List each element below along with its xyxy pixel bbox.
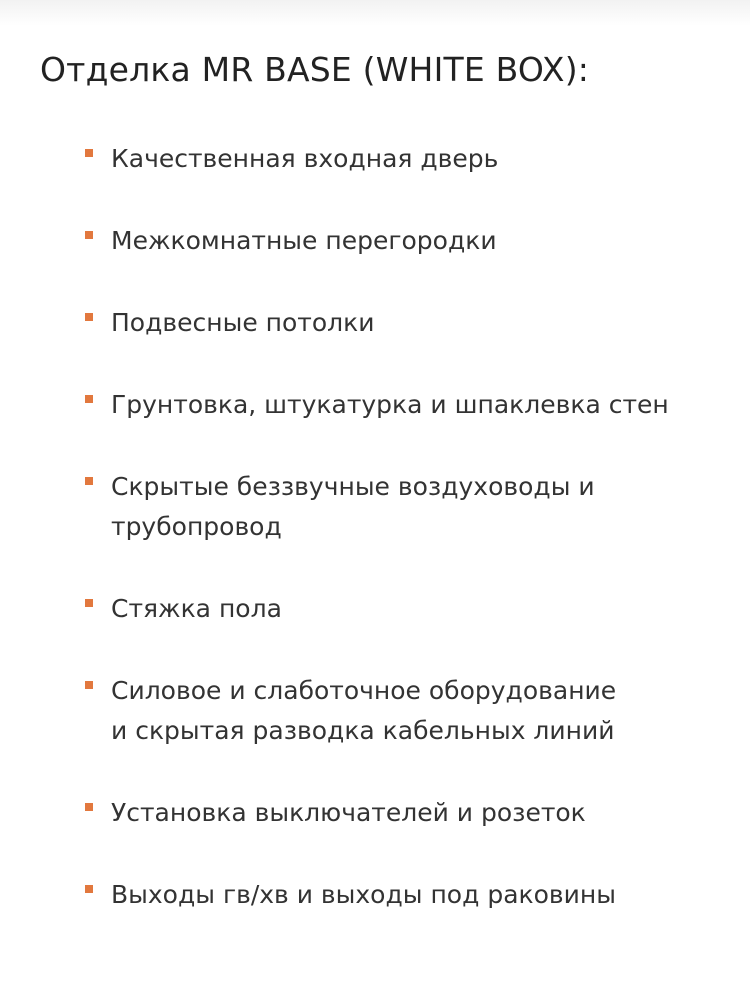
list-item-line: Качественная входная дверь <box>111 144 499 173</box>
list-item <box>84 303 684 343</box>
list-item <box>84 875 684 915</box>
list-item-line: Подвесные потолки <box>111 308 375 337</box>
square-bullet-icon <box>85 231 93 239</box>
list-item <box>84 139 684 179</box>
list-item <box>84 671 684 751</box>
list-item <box>84 793 684 833</box>
list-item-line: Грунтовка, штукатурка и шпаклевка стен <box>111 390 669 419</box>
list-item-line: Силовое и слаботочное оборудование <box>111 676 617 705</box>
list-item <box>84 385 684 425</box>
list-item-line: Скрытые беззвучные воздуховоды и <box>111 472 595 501</box>
list-item <box>84 589 684 629</box>
list-item-line: Выходы гв/хв и выходы под раковины <box>111 880 616 909</box>
square-bullet-icon <box>85 477 93 485</box>
square-bullet-icon <box>85 395 93 403</box>
list-item-line: Стяжка пола <box>111 594 282 623</box>
list-item <box>84 221 684 261</box>
page-title: Отделка MR BASE (WHITE BOX): <box>40 50 590 89</box>
list-item-line: Межкомнатные перегородки <box>111 226 497 255</box>
list-item <box>84 467 684 547</box>
list-item-line: Установка выключателей и розеток <box>111 798 586 827</box>
square-bullet-icon <box>85 803 93 811</box>
square-bullet-icon <box>85 599 93 607</box>
list-item-line: и скрытая разводка кабельных линий <box>111 716 615 745</box>
square-bullet-icon <box>85 885 93 893</box>
square-bullet-icon <box>85 313 93 321</box>
square-bullet-icon <box>85 149 93 157</box>
list-item-line: трубопровод <box>111 512 282 541</box>
square-bullet-icon <box>85 681 93 689</box>
